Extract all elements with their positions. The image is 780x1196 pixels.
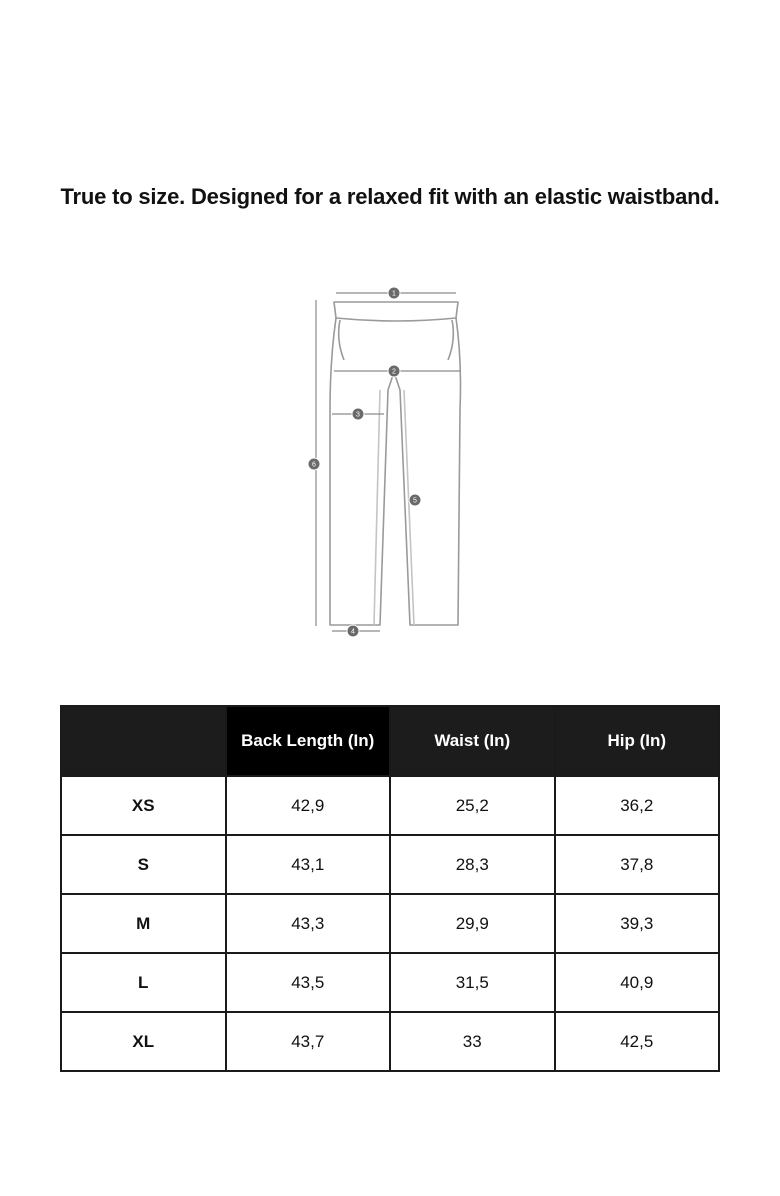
size-label: XS	[61, 776, 226, 835]
back-length-value: 43,3	[226, 894, 391, 953]
header-back-length: Back Length (In)	[226, 706, 391, 776]
hip-value: 37,8	[555, 835, 720, 894]
back-length-value: 43,5	[226, 953, 391, 1012]
table-header-row	[61, 706, 719, 776]
size-chart-table	[60, 705, 720, 1072]
left-leg-outline	[330, 318, 394, 625]
back-length-value: 42,9	[226, 776, 391, 835]
size-label: XL	[61, 1012, 226, 1071]
size-label: L	[61, 953, 226, 1012]
right-leg-outline	[394, 318, 461, 625]
hip-value: 42,5	[555, 1012, 720, 1071]
back-length-value: 43,7	[226, 1012, 391, 1071]
left-crease-line	[374, 390, 380, 625]
marker-4-label: 4	[351, 628, 355, 636]
pants-measurement-diagram	[300, 280, 480, 650]
back-length-value: 43,1	[226, 835, 391, 894]
waist-value: 25,2	[390, 776, 555, 835]
table-row	[61, 835, 719, 894]
size-label: S	[61, 835, 226, 894]
hip-value: 36,2	[555, 776, 720, 835]
table-row	[61, 953, 719, 1012]
headline: True to size. Designed for a relaxed fit with an elastic waistband.	[60, 184, 720, 209]
header-hip: Hip (In)	[555, 706, 720, 776]
header-waist: Waist (In)	[390, 706, 555, 776]
marker-2-label: 2	[392, 368, 396, 376]
hip-value: 39,3	[555, 894, 720, 953]
waistband-outline	[334, 302, 458, 321]
waist-value: 28,3	[390, 835, 555, 894]
table-row	[61, 894, 719, 953]
marker-3-label: 3	[356, 411, 360, 419]
waist-value: 29,9	[390, 894, 555, 953]
header-size-cell	[61, 706, 226, 776]
hip-value: 40,9	[555, 953, 720, 1012]
left-pocket-outline	[339, 320, 344, 360]
waist-value: 33	[390, 1012, 555, 1071]
table-row	[61, 1012, 719, 1071]
marker-6-label: 6	[312, 461, 316, 469]
waist-value: 31,5	[390, 953, 555, 1012]
table-row	[61, 776, 719, 835]
marker-1-label: 1	[392, 290, 396, 298]
size-label: M	[61, 894, 226, 953]
right-pocket-outline	[448, 320, 453, 360]
marker-5-label: 5	[413, 497, 417, 505]
